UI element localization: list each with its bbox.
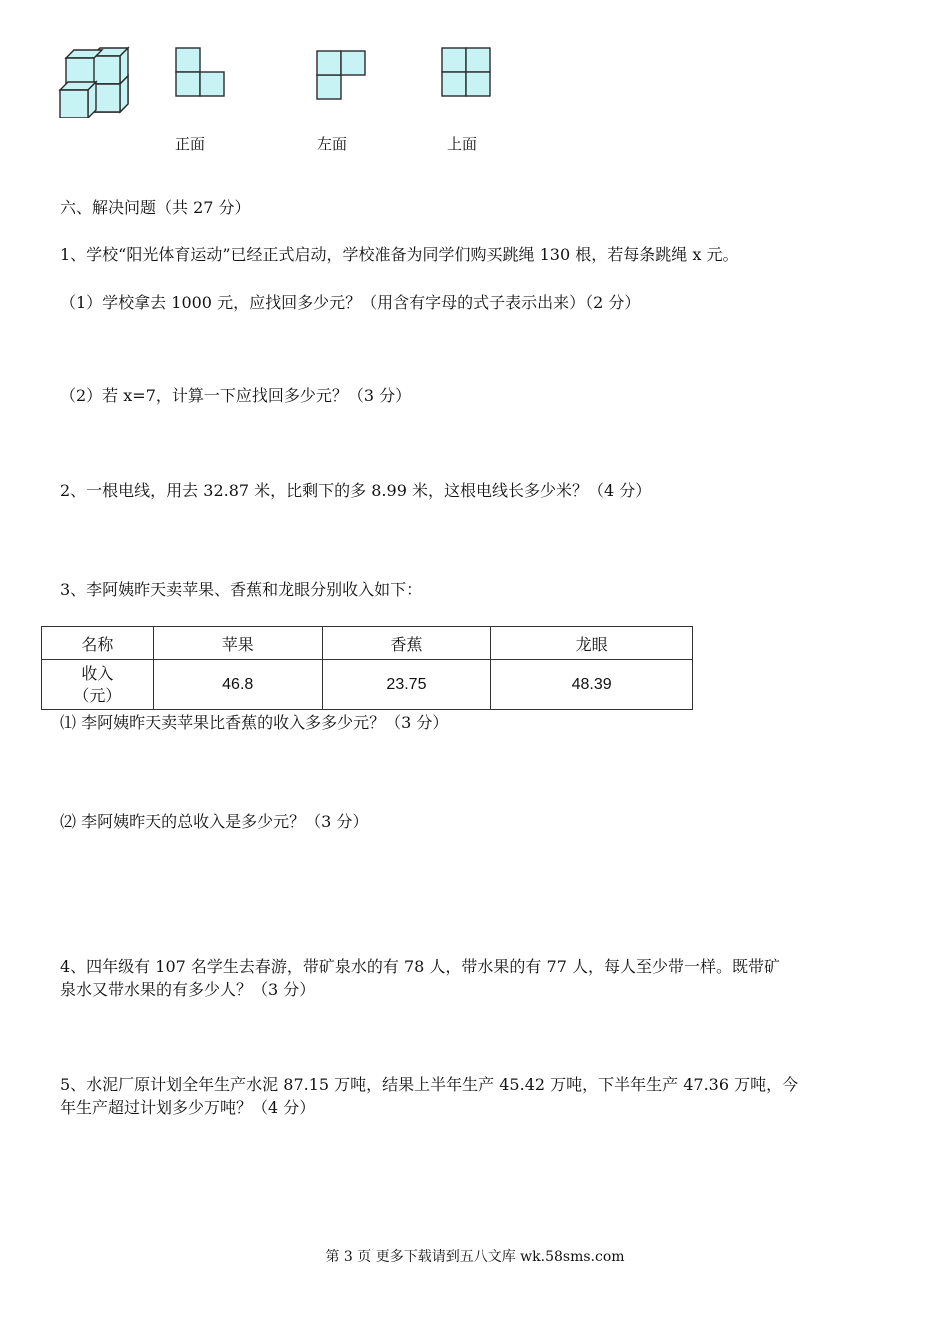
cube-front-left bbox=[60, 82, 96, 118]
table-cell-longan: 48.39 bbox=[491, 660, 693, 710]
table-row bbox=[42, 660, 693, 710]
question-3-text: 3、李阿姨昨天卖苹果、香蕉和龙眼分别收入如下： bbox=[60, 580, 423, 599]
question-4-line-2: 泉水又带水果的有多少人？（3 分） bbox=[60, 980, 316, 999]
question-3-part-1: ⑴ 李阿姨昨天卖苹果比香蕉的收入多多少元？（3 分） bbox=[60, 713, 449, 732]
front-view-label: 正面 bbox=[175, 135, 206, 153]
question-1-text: 1、学校“阳光体育运动”已经正式启动，学校准备为同学们购买跳绳 130 根，若每条跳绳 x 元。 bbox=[60, 245, 739, 264]
table-cell-apple: 46.8 bbox=[153, 660, 322, 710]
question-5-line-2: 年生产超过计划多少万吨？（4 分） bbox=[60, 1098, 316, 1117]
question-1-part-1: （1）学校拿去 1000 元，应找回多少元？（用含有字母的式子表示出来）（2 分） bbox=[60, 293, 641, 312]
table-header-name: 名称 bbox=[42, 627, 154, 660]
question-1-part-2: （2）若 x=7，计算一下应找回多少元？（3 分） bbox=[60, 386, 412, 405]
question-5-line-1: 5、水泥厂原计划全年生产水泥 87.15 万吨，结果上半年生产 45.42 万吨，下半年生产 47.36 万吨，今 bbox=[60, 1075, 799, 1094]
table-cell-banana: 23.75 bbox=[322, 660, 491, 710]
page-footer: 第 3 页 更多下载请到五八文库 wk.58sms.com bbox=[325, 1249, 625, 1265]
front-view-figure bbox=[175, 47, 227, 97]
section-title: 六、解决问题（共 27 分） bbox=[60, 198, 251, 217]
table-header-apple: 苹果 bbox=[153, 627, 322, 660]
table-row-label bbox=[42, 660, 154, 710]
question-2-text: 2、一根电线，用去 32.87 米，比剩下的多 8.99 米，这根电线长多少米？（4 分） bbox=[60, 481, 652, 500]
left-view-label: 左面 bbox=[317, 135, 348, 153]
row-label-line-1: 收入 bbox=[81, 663, 114, 683]
table-header-row bbox=[42, 627, 693, 660]
question-3-part-2: ⑵ 李阿姨昨天的总收入是多少元？（3 分） bbox=[60, 812, 369, 831]
left-view-figure bbox=[316, 50, 368, 100]
income-table bbox=[41, 626, 693, 710]
table-header-banana: 香蕉 bbox=[322, 627, 491, 660]
question-4-line-1: 4、四年级有 107 名学生去春游，带矿泉水的有 78 人，带水果的有 77 人，每人至少带一样。既带矿 bbox=[60, 957, 780, 976]
top-view-label: 上面 bbox=[447, 135, 478, 153]
table-header-longan: 龙眼 bbox=[491, 627, 693, 660]
row-label-line-2: （元） bbox=[73, 685, 122, 705]
top-view-figure bbox=[441, 47, 493, 97]
cube-stack-figure bbox=[56, 44, 132, 118]
